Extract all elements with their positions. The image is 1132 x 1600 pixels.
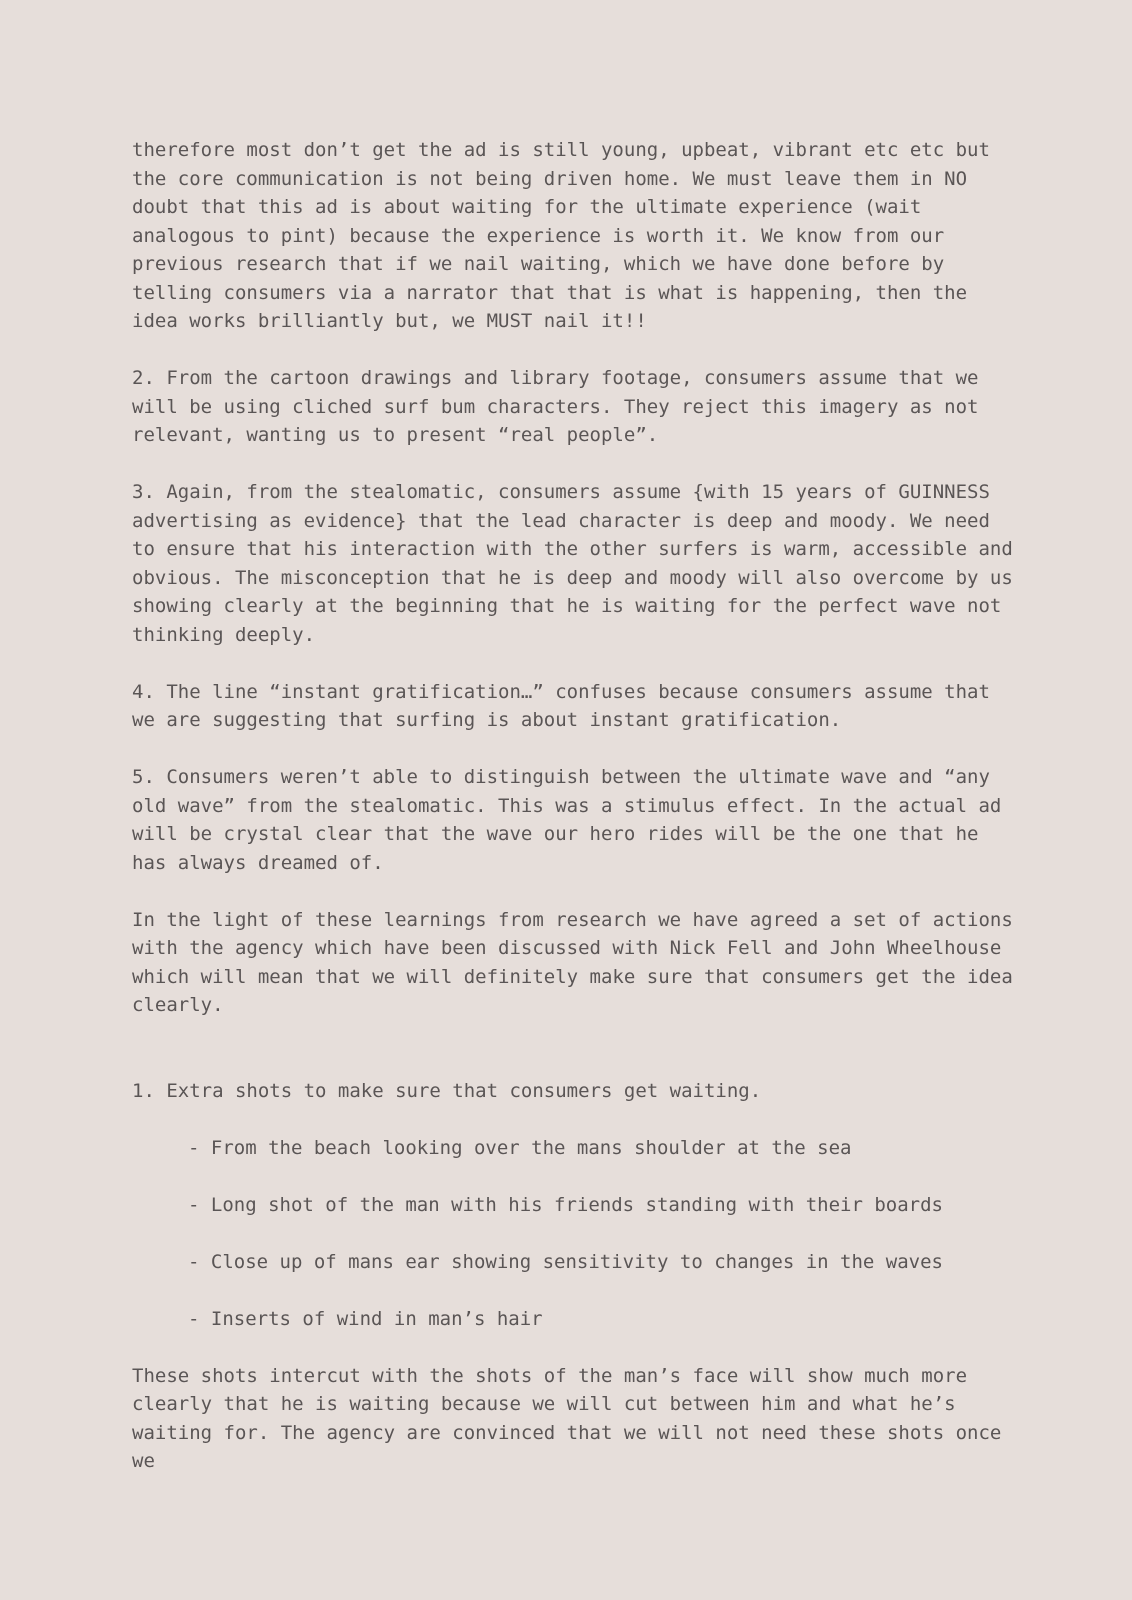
paragraph-point-4: 4. The line “instant gratification…” confuses because consumers assume that we are suggesting that surfing is about instant gratification. <box>132 680 990 731</box>
paragraph-point-5: 5. Consumers weren’t able to distinguish between the ultimate wave and “any old wave” from the stealomatic. This was a stimulus effect. In the actual ad will be crystal clear that the wave our hero rides will be the one that he has always dreamed of. <box>132 766 1002 874</box>
paragraph-intro: therefore most don’t get the ad is still young, upbeat, vibrant etc etc but the core communication is not being driven home. We must leave them in NO doubt that this ad is about waiting for the ultimate experience (wait analogous to pint) because the experience is worth it. We know from our previous research that if we nail waiting, which we have done before by telling consumers via a narrator that that is what is happening, then the idea works brilliantly but, we MUST nail it!! <box>132 139 990 332</box>
bullet-item: - From the beach looking over the mans shoulder at the sea <box>188 1136 852 1159</box>
bullet-item: - Close up of mans ear showing sensitivity to changes in the waves <box>188 1250 943 1273</box>
bullet-item: - Inserts of wind in man’s hair <box>188 1307 543 1330</box>
paragraph-learnings: In the light of these learnings from research we have agreed a set of actions with the agency which have been discussed with Nick Fell and John Wheelhouse which will mean that we will definitely make sure that consumers get the idea clearly. <box>132 908 1013 1016</box>
paragraph-closing: These shots intercut with the shots of the man’s face will show much more clearly that he is waiting because we will cut between him and what he’s waiting for. The agency are convinced that we will not need these shots once we <box>132 1364 1002 1472</box>
section-spacer <box>132 1048 1022 1077</box>
paragraph-point-2: 2. From the cartoon drawings and library footage, consumers assume that we will be using cliched surf bum characters. They reject this imagery as not relevant, wanting us to present “real people”. <box>132 367 979 446</box>
paragraph-point-3: 3. Again, from the stealomatic, consumers assume {with 15 years of GUINNESS advertising as evidence} that the lead character is deep and moody. We need to ensure that his interaction with the other surfers is warm, accessible and obvious. The misconception that he is deep and moody will also overcome by us showing clearly at the beginning that he is waiting for the perfect wave not thinking deeply. <box>132 481 1013 646</box>
bullet-item: - Long shot of the man with his friends standing with their boards <box>188 1193 943 1216</box>
action-heading: 1. Extra shots to make sure that consumers get waiting. <box>132 1079 762 1102</box>
